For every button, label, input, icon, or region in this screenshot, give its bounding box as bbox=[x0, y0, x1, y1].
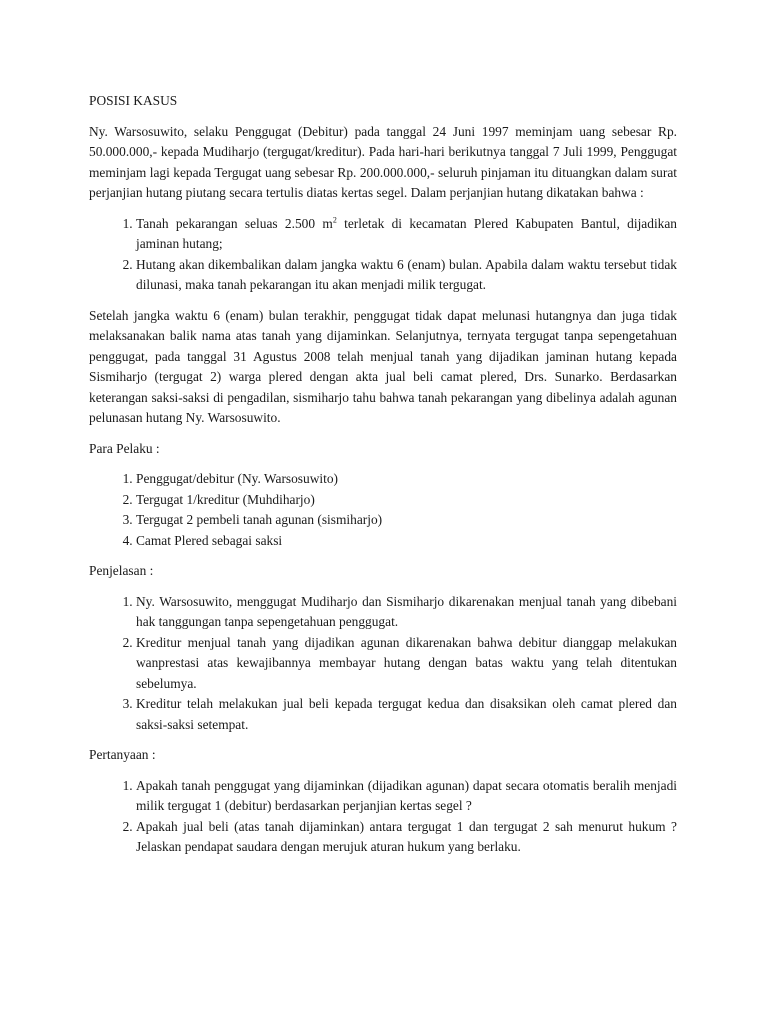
actor-item: 3. Tergugat 2 pembeli tanah agunan (sismiharjo) bbox=[136, 510, 677, 531]
explanation-heading: Penjelasan : bbox=[89, 563, 154, 578]
actor-item: 4. Camat Plered sebagai saksi bbox=[136, 531, 677, 552]
document-page bbox=[89, 91, 677, 868]
agreement-item-1-superscript: 2 bbox=[332, 215, 337, 225]
actors-list bbox=[89, 469, 677, 551]
intro-paragraph: Ny. Warsosuwito, selaku Penggugat (Debitur) pada tanggal 24 Juni 1997 meminjam uang sebesar Rp. 50.000.000,- kepada Mudiharjo (tergugat/kreditur). Pada hari-hari berikutnya tanggal 7 Juli 1999, Penggugat meminjam lagi kepada Tergugat uang sebesar Rp. 200.000.000,- seluruh pinjaman itu dituangkan dalam surat perjanjian hutang piutang secara tertulis diatas kertas segel. Dalam perjanjian hutang dikatakan bahwa : bbox=[89, 123, 677, 200]
agreement-item-2: 2. Hutang akan dikembalikan dalam jangka waktu 6 (enam) bulan. Apabila dalam waktu tersebut tidak dilunasi, maka tanah pekarangan itu akan menjadi milik tergugat. bbox=[136, 255, 677, 296]
question-item: 2. Apakah jual beli (atas tanah dijaminkan) antara tergugat 1 dan tergugat 2 sah menurut hukum ? Jelaskan pendapat saudara dengan merujuk aturan hukum yang berlaku. bbox=[136, 817, 677, 858]
questions-list bbox=[89, 776, 677, 858]
actors-heading: Para Pelaku : bbox=[89, 440, 160, 456]
explanation-item: 3. Kreditur telah melakukan jual beli kepada tergugat kedua dan disaksikan oleh camat plered dan saksi-saksi setempat. bbox=[136, 694, 677, 735]
explanation-item: 2. Kreditur menjual tanah yang dijadikan agunan dikarenakan bahwa debitur dianggap melakukan wanprestasi atas kewajibannya membayar hutang dengan batas waktu yang telah ditentukan sebelumya. bbox=[136, 633, 677, 695]
document-title: POSISI KASUS bbox=[89, 93, 178, 108]
explanation-item: 1. Ny. Warsosuwito, menggugat Mudiharjo dan Sismiharjo dikarenakan menjual tanah yang dibebani hak tanggungan tanpa sepengetahuan penggugat. bbox=[136, 592, 677, 633]
explanation-list bbox=[89, 592, 677, 736]
agreement-item-1-text: Tanah pekarangan seluas 2.500 m bbox=[136, 215, 333, 231]
agreement-item-1-text-continued: terletak di kecamatan Plered Kabupaten Bantul, dijadikan jaminan hutang; bbox=[136, 215, 677, 251]
agreement-item-1 bbox=[136, 214, 677, 255]
narrative-paragraph: Setelah jangka waktu 6 (enam) bulan terakhir, penggugat tidak dapat melunasi hutangnya dan juga tidak melaksanakan balik nama atas tanah yang dijaminkan. Selanjutnya, ternyata tergugat tanpa sepengetahuan penggugat, pada tanggal 31 Agustus 2008 telah menjual tanah yang dijadikan jaminan hutang kepada Sismiharjo (tergugat 2) warga plered dengan akta jual beli camat plered, Drs. Sunarko. Berdasarkan keterangan saksi-saksi di pengadilan, sismiharjo tahu bahwa tanah pekarangan yang dibelinya adalah agunan pelunasan hutang Ny. Warsosuwito. bbox=[89, 307, 677, 425]
actor-item: 2. Tergugat 1/kreditur (Muhdiharjo) bbox=[136, 490, 677, 511]
question-item: 1. Apakah tanah penggugat yang dijaminkan (dijadikan agunan) dapat secara otomatis beralih menjadi milik tergugat 1 (debitur) berdasarkan perjanjian kertas segel ? bbox=[136, 776, 677, 817]
actor-item: 1. Penggugat/debitur (Ny. Warsosuwito) bbox=[136, 469, 677, 490]
questions-heading: Pertanyaan : bbox=[89, 747, 156, 762]
agreement-list bbox=[89, 214, 677, 296]
